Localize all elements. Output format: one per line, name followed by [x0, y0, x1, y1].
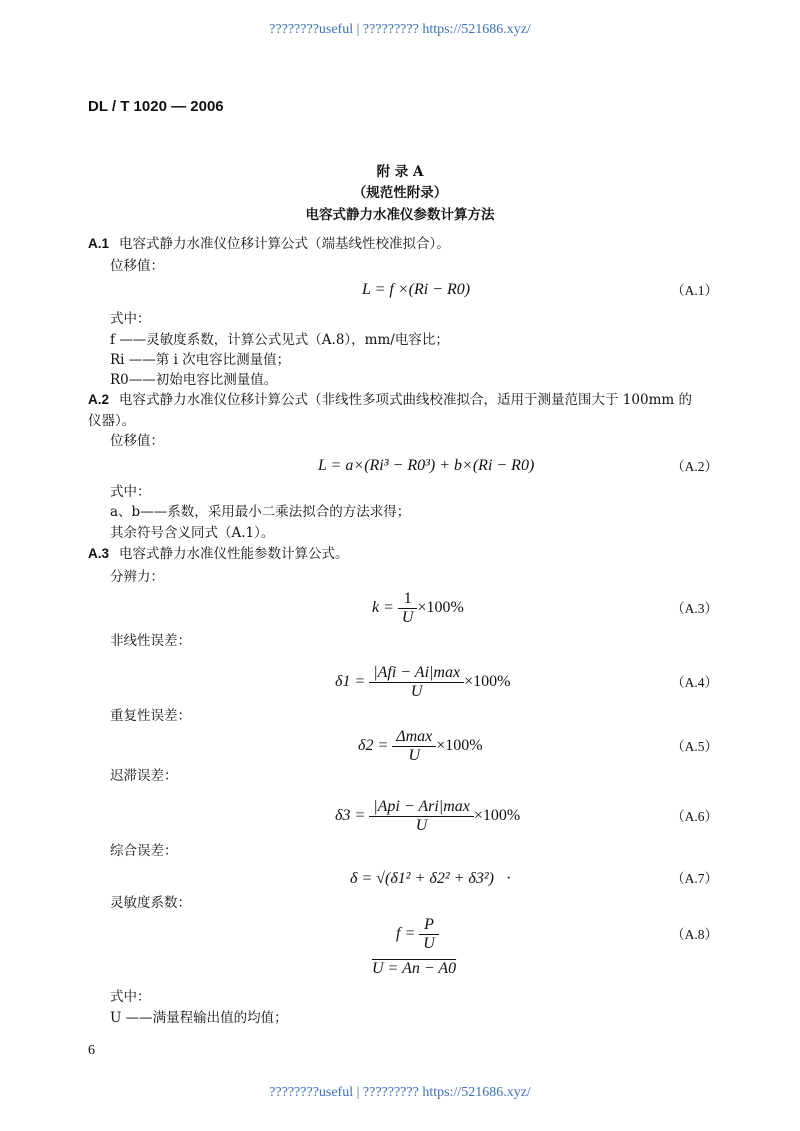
- definition: a、b——系数，采用最小二乘法拟合的方法求得；: [110, 504, 411, 520]
- section-title: 电容式静力水准仪位移计算公式（端基线性校准拟合）。: [119, 236, 450, 252]
- formula-a4: δ1 = $\frac{\text{|Afi − Ai|max}}{U}$ ×100%: [335, 664, 511, 700]
- value-label: 位移值：: [110, 258, 164, 274]
- definition: U ——满量程输出值的均值；: [110, 1010, 288, 1026]
- where-label: 式中：: [110, 484, 151, 500]
- formula-a7: δ = √(δ1² + δ2² + δ3²) ·: [350, 870, 512, 887]
- formula-a5: δ2 = $\frac{\Delta\max}{U}$ ×100%: [358, 728, 483, 764]
- formula-a8: f = $\frac{P}{U}$: [396, 916, 439, 953]
- watermark-top[interactable]: ????????useful | ????????? https://521686.xyz/: [269, 22, 531, 37]
- equation-number: （A.3）: [671, 601, 718, 616]
- page-number: 6: [88, 1043, 95, 1058]
- equation-number: （A.2）: [671, 459, 718, 474]
- formula-label: 迟滞误差：: [110, 768, 178, 784]
- section-title: 电容式静力水准仪位移计算公式（非线性多项式曲线校准拟合，适用于测量范围大于 100mm 的: [119, 392, 692, 408]
- watermark-bottom[interactable]: ????????useful | ????????? https://521686.xyz/: [269, 1085, 531, 1100]
- definition: R0——初始电容比测量值。: [110, 372, 278, 388]
- formula-label: 非线性误差：: [110, 633, 191, 649]
- value-label: 位移值：: [110, 433, 164, 449]
- definition: f ——灵敏度系数，计算公式见式（A.8），mm/电容比；: [110, 332, 449, 348]
- formula-a3: k = $\frac{1}{U}$ ×100%: [372, 590, 464, 626]
- equation-number: （A.8）: [671, 927, 718, 942]
- formula-label: 灵敏度系数：: [110, 895, 191, 911]
- section-a3-heading: [88, 545, 349, 563]
- formula-label: 综合误差：: [110, 843, 178, 859]
- equation-number: （A.4）: [671, 675, 718, 690]
- section-a1-heading: [88, 235, 450, 253]
- section-number: A.1: [88, 236, 110, 251]
- formula-label: 分辨力：: [110, 569, 164, 585]
- section-a2-heading: [88, 391, 692, 409]
- formula-a2: L = a×(Ri³ − R0³) + b×(Ri − R0): [318, 457, 535, 474]
- appendix-type: （规范性附录）: [352, 185, 448, 201]
- section-title: 电容式静力水准仪性能参数计算公式。: [119, 546, 349, 562]
- definition: Ri ——第 i 次电容比测量值；: [110, 352, 291, 368]
- appendix-label: 附 录 A: [376, 164, 424, 180]
- where-label: 式中：: [110, 989, 151, 1005]
- equation-number: （A.1）: [671, 283, 718, 298]
- formula-a1: L = f ×(Ri − R0): [362, 281, 471, 298]
- equation-number: （A.6）: [671, 809, 718, 824]
- standard-number: DL / T 1020 — 2006: [88, 98, 224, 115]
- formula-label: 重复性误差：: [110, 708, 191, 724]
- formula-ubar: U = An − A0: [372, 960, 457, 977]
- equation-number: （A.7）: [671, 871, 718, 886]
- equation-number: （A.5）: [671, 739, 718, 754]
- definition: 其余符号含义同式（A.1）。: [110, 525, 275, 541]
- section-number: A.3: [88, 546, 110, 561]
- formula-a6: δ3 = $\frac{\text{|Api − Ari|max}}{U}$ ×100%: [335, 798, 521, 834]
- where-label: 式中：: [110, 311, 151, 327]
- appendix-title: 电容式静力水准仪参数计算方法: [305, 207, 495, 223]
- section-number: A.2: [88, 392, 110, 407]
- section-title-continued: 仪器）。: [88, 413, 136, 429]
